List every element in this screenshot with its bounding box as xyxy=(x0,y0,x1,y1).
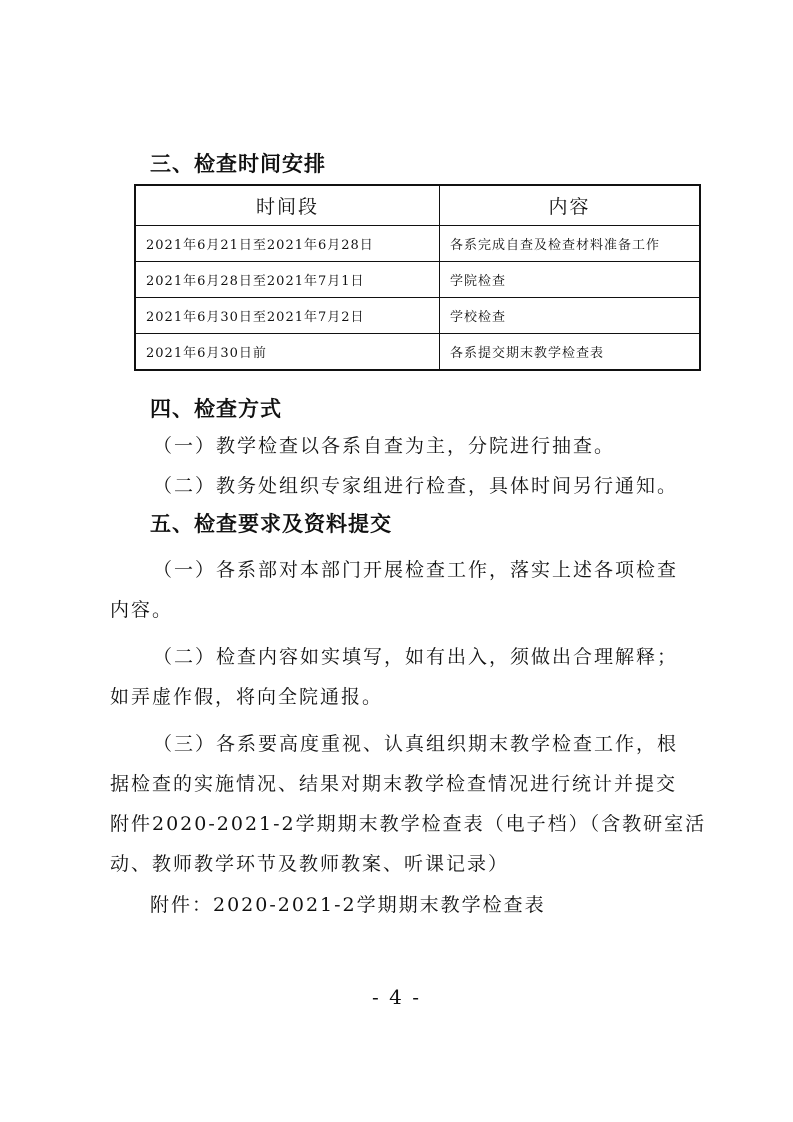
section-5-item-3-line-3: 附件2020-2021-2学期期末教学检查表（电子档）（含教研室活 xyxy=(110,813,707,835)
table-cell-time: 2021年6月30日前 xyxy=(135,334,440,371)
section-5-item-3-line-4: 动、教师教学环节及教师教案、听课记录） xyxy=(110,853,510,875)
column-header-content: 内容 xyxy=(440,185,701,226)
page-number: - 4 - xyxy=(372,985,421,1009)
section-5-item-2-line-2: 如弄虚作假，将向全院通报。 xyxy=(110,686,384,708)
section-5-heading: 五、检查要求及资料提交 xyxy=(150,512,392,536)
section-3-heading: 三、检查时间安排 xyxy=(150,152,326,176)
table-row xyxy=(135,334,700,371)
table-cell-time: 2021年6月28日至2021年7月1日 xyxy=(135,262,440,298)
section-5-item-3-line-1: （三）各系要高度重视、认真组织期末教学检查工作，根 xyxy=(153,733,679,755)
table-cell-content: 学校检查 xyxy=(440,298,701,334)
attachment-note: 附件：2020-2021-2学期期末教学检查表 xyxy=(150,894,546,916)
schedule-table xyxy=(134,184,701,371)
section-4-heading: 四、检查方式 xyxy=(150,397,282,421)
table-cell-content: 各系完成自查及检查材料准备工作 xyxy=(440,226,701,262)
table-cell-content: 学院检查 xyxy=(440,262,701,298)
table-row xyxy=(135,262,700,298)
table-header-row xyxy=(135,185,700,226)
section-5-item-2-line-1: （二）检查内容如实填写，如有出入，须做出合理解释； xyxy=(153,646,679,668)
section-5-item-3-line-2: 据检查的实施情况、结果对期末教学检查情况进行统计并提交 xyxy=(110,773,678,795)
column-header-time: 时间段 xyxy=(135,185,440,226)
section-4-item-1: （一）教学检查以各系自查为主，分院进行抽查。 xyxy=(153,435,616,457)
section-5-item-1-line-1: （一）各系部对本部门开展检查工作，落实上述各项检查 xyxy=(153,559,679,581)
table-row xyxy=(135,298,700,334)
table-row xyxy=(135,226,700,262)
section-4-item-2: （二）教务处组织专家组进行检查，具体时间另行通知。 xyxy=(153,475,679,497)
table-cell-content: 各系提交期末教学检查表 xyxy=(440,334,701,371)
section-5-item-1-line-2: 内容。 xyxy=(110,599,174,621)
table-cell-time: 2021年6月21日至2021年6月28日 xyxy=(135,226,440,262)
table-cell-time: 2021年6月30日至2021年7月2日 xyxy=(135,298,440,334)
